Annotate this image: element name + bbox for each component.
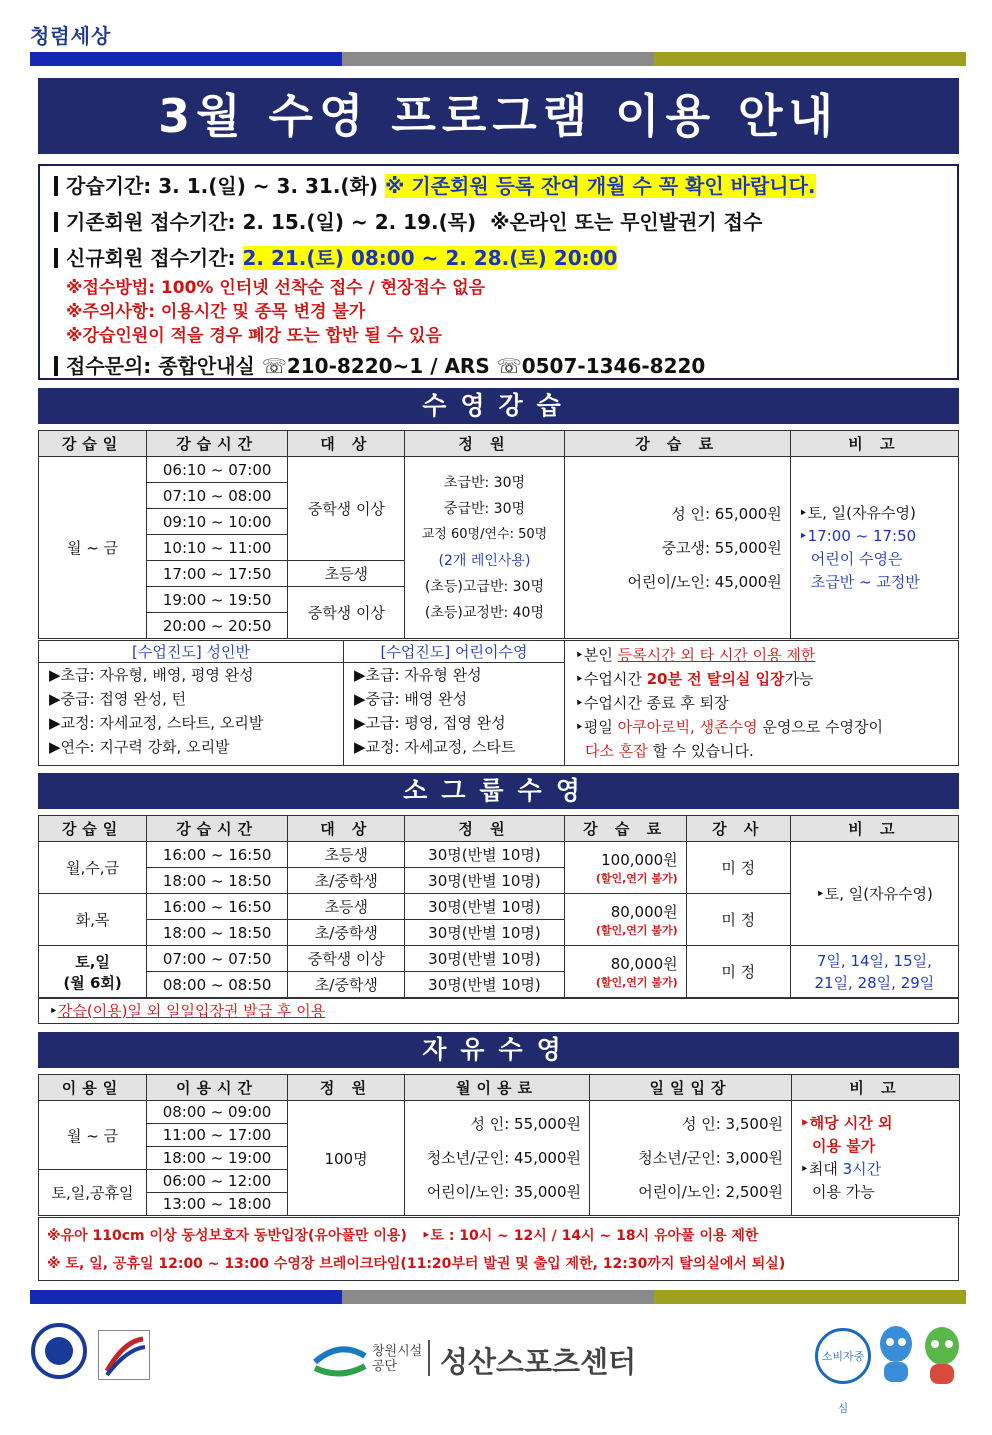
small-target: 초/중학생 (288, 972, 405, 998)
th-remark: 비 고 (790, 431, 958, 457)
small-target: 초/중학생 (288, 868, 405, 894)
small-capacity: 30명(반별 10명) (405, 920, 564, 946)
lesson-time: 09:10 ~ 10:00 (147, 509, 288, 535)
org-small: 창원시설공단 (372, 1344, 423, 1374)
color-bar-top (30, 52, 966, 66)
divider (428, 1340, 430, 1376)
th-day: 강습일 (39, 431, 147, 457)
small-time: 18:00 ~ 18:50 (147, 920, 288, 946)
small-teacher: 미 정 (686, 894, 790, 946)
ccm-badge: 소비자중심 (815, 1328, 871, 1384)
free-remark: ‣해당 시간 외 이용 불가 ‣최대 3시간 이용 가능 (792, 1101, 960, 1216)
free-time: 18:00 ~ 19:00 (147, 1147, 288, 1170)
lesson-table (38, 430, 959, 639)
color-bar-bottom (30, 1290, 966, 1304)
small-remark-weekend: 7일, 14일, 15일, 21일, 28일, 29일 (790, 946, 958, 998)
small-day: 월,수,금 (39, 842, 147, 894)
th-target: 대 상 (288, 816, 405, 842)
th-time: 강습시간 (147, 431, 288, 457)
lesson-target-1: 중학생 이상 (288, 457, 405, 561)
lesson-time: 06:10 ~ 07:00 (147, 457, 288, 483)
small-fee: 100,000원 (할인,연기 불가) (564, 842, 686, 894)
section-small: 소그룹수영 (38, 773, 959, 809)
small-capacity: 30명(반별 10명) (405, 894, 564, 920)
small-fee: 80,000원 (할인,연기 불가) (564, 946, 686, 998)
small-footnote: ‣강습(이용)일 외 일일입장권 발급 후 이용 (38, 998, 959, 1024)
note-3: ※강습인원이 적을 경우 폐강 또는 합반 될 수 있음 (66, 326, 442, 346)
small-time: 08:00 ~ 08:50 (147, 972, 288, 998)
badge-icon (30, 1322, 88, 1380)
free-time: 06:00 ~ 12:00 (147, 1170, 288, 1193)
note-1: ※접수방법: 100% 인터넷 선착순 접수 / 현장접수 없음 (66, 278, 486, 298)
lesson-rules: ‣본인 등록시간 외 타 시간 이용 제한 ‣수업시간 20분 전 탈의실 입장가능 ‣수업시간 종료 후 퇴장 ‣평일 아쿠아로빅, 생존수영 운영으로 수영장이 다소 혼잡 할 수 있습니다. (575, 646, 884, 760)
th-day: 이용일 (39, 1075, 147, 1101)
small-target: 초/중학생 (288, 920, 405, 946)
small-capacity: 30명(반별 10명) (405, 946, 564, 972)
lesson-capacity: 초급반: 30명 중급반: 30명 교정 60명/연수: 50명 (2개 레인사용) (초등)고급반: 30명 (초등)교정반: 40명 (405, 457, 564, 639)
free-time: 11:00 ~ 17:00 (147, 1124, 288, 1147)
th-daily: 일일입장 (590, 1075, 792, 1101)
small-target: 중학생 이상 (288, 946, 405, 972)
free-time: 13:00 ~ 18:00 (147, 1193, 288, 1216)
org-name: 성산스포츠센터 (440, 1345, 637, 1379)
small-capacity: 30명(반별 10명) (405, 868, 564, 894)
progress-child: [수업진도] 어린이수영 ▶초급: 자유형 완성 ▶중급: 배영 완성 ▶고급: 평영, 접영 완성 ▶교정: 자세교정, 스타트 (344, 641, 565, 765)
th-remark: 비 고 (790, 816, 958, 842)
th-capacity: 정 원 (288, 1075, 405, 1101)
th-capacity: 정 원 (405, 816, 564, 842)
org-logo-icon (310, 1340, 370, 1380)
small-teacher: 미 정 (686, 946, 790, 998)
small-time: 18:00 ~ 18:50 (147, 868, 288, 894)
small-time: 07:00 ~ 07:50 (147, 946, 288, 972)
period-row: 강습기간: 3. 1.(일) ~ 3. 31.(화) ※ 기존회원 등록 잔여 개월 수 꼭 확인 바랍니다. (54, 168, 943, 204)
small-target: 초등생 (288, 894, 405, 920)
th-capacity: 정 원 (405, 431, 564, 457)
free-notes: ※유아 110cm 이상 동성보호자 동반입장(유아풀만 이용) ‣토 : 10시 ~ 12시 / 14시 ~ 18시 유아풀 이용 제한 ※ 토, 일, 공휴일 12:00 ~ 13:00 수영장 브레이크타임(11:20부터 발권 및 출입 제한, 12:30까지 탈의실에서 퇴실) (38, 1217, 959, 1281)
lesson-time: 10:10 ~ 11:00 (147, 535, 288, 561)
lesson-time: 17:00 ~ 17:50 (147, 561, 288, 587)
small-day: 화,목 (39, 894, 147, 946)
small-teacher: 미 정 (686, 842, 790, 894)
free-day: 월 ~ 금 (39, 1101, 147, 1170)
lesson-target-3: 중학생 이상 (288, 587, 405, 639)
free-daily: 성 인: 3,500원 청소년/군인: 3,000원 어린이/노인: 2,500원 (590, 1101, 792, 1216)
free-time: 08:00 ~ 09:00 (147, 1101, 288, 1124)
free-monthly: 성 인: 55,000원 청소년/군인: 45,000원 어린이/노인: 35,000원 (405, 1101, 590, 1216)
th-fee: 강 습 료 (564, 431, 790, 457)
small-capacity: 30명(반별 10명) (405, 842, 564, 868)
period-note: ※ 기존회원 등록 잔여 개월 수 꼭 확인 바랍니다. (385, 174, 816, 198)
top-logo: 청렴세상 (30, 24, 112, 48)
lesson-fee: 성 인: 65,000원 중고생: 55,000원 어린이/노인: 45,000원 (564, 457, 790, 639)
lesson-day: 월 ~ 금 (39, 457, 147, 639)
small-table (38, 815, 959, 998)
info-box (38, 164, 959, 380)
th-fee: 강 습 료 (564, 816, 686, 842)
small-time: 16:00 ~ 16:50 (147, 894, 288, 920)
th-time: 강습시간 (147, 816, 288, 842)
new-row: 신규회원 접수기간: 2. 21.(토) 08:00 ~ 2. 28.(토) 20:00 (54, 240, 943, 276)
mascot-blue-icon (876, 1322, 916, 1386)
note-2: ※주의사항: 이용시간 및 종목 변경 불가 (66, 302, 366, 322)
progress-adult: [수업진도] 성인반 ▶초급: 자유형, 배영, 평영 완성 ▶중급: 접영 완성, 턴 ▶교정: 자세교정, 스타트, 오리발 ▶연수: 지구력 강화, 오리발 (39, 641, 344, 765)
th-teacher: 강 사 (686, 816, 790, 842)
lesson-time: 19:00 ~ 19:50 (147, 587, 288, 613)
small-target: 초등생 (288, 842, 405, 868)
existing-row: 기존회원 접수기간: 2. 15.(일) ~ 2. 19.(목) ※온라인 또는 무인발권기 접수 (54, 204, 943, 240)
lesson-time: 07:10 ~ 08:00 (147, 483, 288, 509)
lesson-remark: ‣토, 일(자유수영) ‣17:00 ~ 17:50 어린이 수영은 초급반 ~ 교정반 (790, 457, 958, 639)
free-day: 토,일,공휴일 (39, 1170, 147, 1216)
free-capacity: 100명 (288, 1101, 405, 1216)
th-monthly: 월이용료 (405, 1075, 590, 1101)
page-title: 3월 수영 프로그램 이용 안내 (38, 78, 959, 154)
free-table (38, 1074, 960, 1216)
th-remark: 비 고 (792, 1075, 960, 1101)
th-day: 강습일 (39, 816, 147, 842)
small-time: 16:00 ~ 16:50 (147, 842, 288, 868)
section-lesson: 수영강습 (38, 388, 959, 424)
th-target: 대 상 (288, 431, 405, 457)
small-fee: 80,000원 (할인,연기 불가) (564, 894, 686, 946)
lesson-time: 20:00 ~ 20:50 (147, 613, 288, 639)
progress-block (38, 640, 959, 766)
small-day: 토,일 (월 6회) (39, 946, 147, 998)
cert-icon (98, 1330, 150, 1380)
section-free: 자유수영 (38, 1032, 959, 1068)
lesson-target-2: 초등생 (288, 561, 405, 587)
th-time: 이용시간 (147, 1075, 288, 1101)
small-remark: ‣토, 일(자유수영) (790, 842, 958, 946)
contact-row: 접수문의: 종합안내실 ☏210-8220~1 / ARS ☏0507-1346-8220 (54, 348, 943, 384)
mascot-green-icon (920, 1322, 964, 1386)
small-capacity: 30명(반별 10명) (405, 972, 564, 998)
